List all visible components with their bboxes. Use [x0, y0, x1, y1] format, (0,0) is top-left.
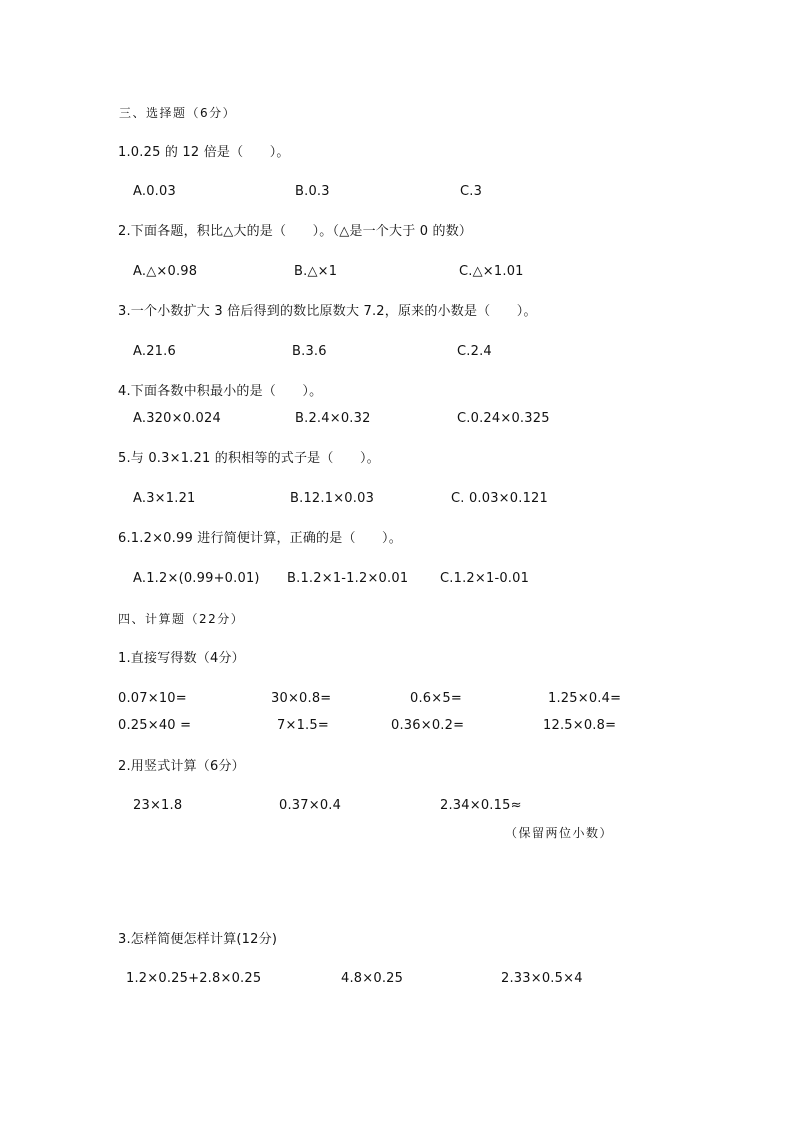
question-2-stem: 2.下面各题，积比△大的是（ ）。（△是一个大于 0 的数）	[118, 224, 473, 239]
simplify-calc-item: 1.2×0.25+2.8×0.25	[126, 971, 262, 986]
part-2-title: 2.用竖式计算（6分）	[118, 759, 245, 774]
vertical-calc-item: 23×1.8	[133, 798, 183, 813]
rounding-note: （保留两位小数）	[505, 826, 614, 840]
mental-math-item: 1.25×0.4=	[548, 691, 622, 706]
mental-math-item: 0.36×0.2=	[391, 718, 465, 733]
question-2-option-a: A.△×0.98	[133, 264, 198, 279]
question-2-option-b: B.△×1	[294, 264, 338, 279]
part-3-title: 3.怎样简便怎样计算(12分)	[118, 932, 278, 947]
question-1-option-a: A.0.03	[133, 184, 176, 199]
mental-math-item: 30×0.8=	[271, 691, 332, 706]
question-1-option-c: C.3	[460, 184, 483, 199]
question-2-option-c: C.△×1.01	[459, 264, 524, 279]
vertical-calc-item: 0.37×0.4	[279, 798, 342, 813]
question-4-option-b: B.2.4×0.32	[295, 411, 371, 426]
question-4-option-c: C.0.24×0.325	[457, 411, 550, 426]
simplify-calc-item: 4.8×0.25	[341, 971, 404, 986]
question-1-option-b: B.0.3	[295, 184, 330, 199]
question-3-option-c: C.2.4	[457, 344, 492, 359]
mental-math-item: 0.25×40 =	[118, 718, 192, 733]
question-3-stem: 3.一个小数扩大 3 倍后得到的数比原数大 7.2，原来的小数是（ ）。	[118, 304, 537, 319]
question-4-option-a: A.320×0.024	[133, 411, 221, 426]
section-heading-calculation: 四、计算题（22分）	[118, 612, 245, 626]
question-6-option-b: B.1.2×1-1.2×0.01	[287, 571, 409, 586]
mental-math-item: 0.07×10=	[118, 691, 187, 706]
question-5-stem: 5.与 0.3×1.21 的积相等的式子是（ ）。	[118, 451, 380, 466]
simplify-calc-item: 2.33×0.5×4	[501, 971, 583, 986]
question-6-option-c: C.1.2×1-0.01	[440, 571, 530, 586]
part-1-title: 1.直接写得数（4分）	[118, 651, 245, 666]
section-heading-multiple-choice: 三、选择题（6分）	[119, 106, 237, 120]
question-5-option-a: A.3×1.21	[133, 491, 196, 506]
question-3-option-a: A.21.6	[133, 344, 176, 359]
question-6-stem: 6.1.2×0.99 进行简便计算，正确的是（ ）。	[118, 531, 402, 546]
vertical-calc-item: 2.34×0.15≈	[440, 798, 522, 813]
question-5-option-c: C. 0.03×0.121	[451, 491, 548, 506]
question-5-option-b: B.12.1×0.03	[290, 491, 375, 506]
mental-math-item: 12.5×0.8=	[543, 718, 617, 733]
mental-math-item: 0.6×5=	[410, 691, 462, 706]
question-6-option-a: A.1.2×(0.99+0.01)	[133, 571, 260, 586]
mental-math-item: 7×1.5=	[277, 718, 329, 733]
question-3-option-b: B.3.6	[292, 344, 327, 359]
question-1-stem: 1.0.25 的 12 倍是（ ）。	[118, 145, 290, 160]
question-4-stem: 4.下面各数中积最小的是（ ）。	[118, 384, 323, 399]
